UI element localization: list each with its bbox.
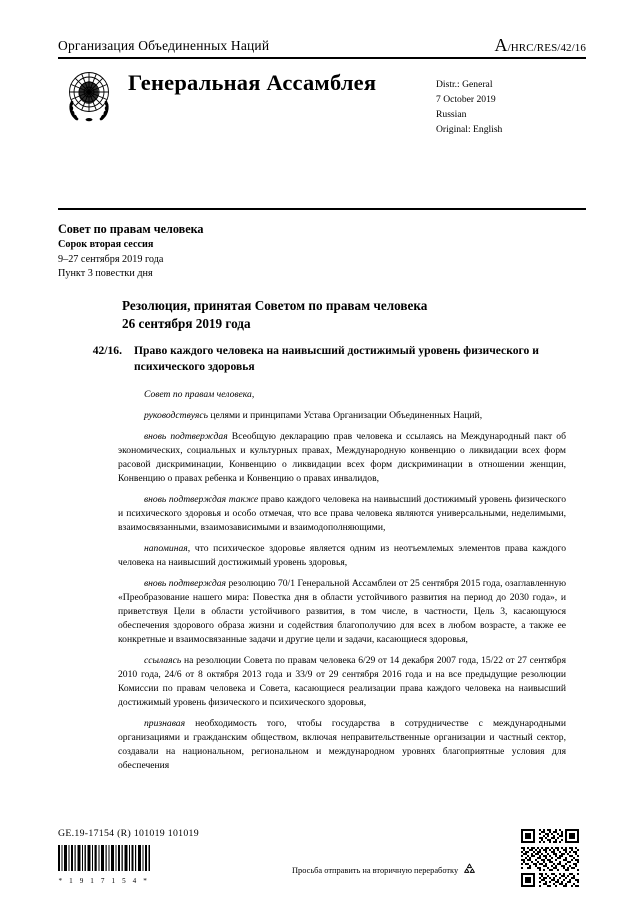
masthead-top-row xyxy=(58,36,586,57)
un-emblem-icon xyxy=(58,66,124,129)
resolution-number: 42/16. xyxy=(92,344,122,357)
session-block xyxy=(58,221,478,282)
preamble-paragraph-list xyxy=(118,409,566,773)
preamble-paragraph xyxy=(118,409,566,423)
preamble-paragraph-text: , что психическое здоровье является одним из неотъемлемых элементов права каждого человека на наивысший достижимый уровень здоровья, xyxy=(118,543,566,568)
preamble-paragraph-text: целями и принципами Устава Организации Объединенных Наций, xyxy=(207,410,483,421)
preamble-paragraph-lead: вновь подтверждая xyxy=(144,578,227,589)
document-symbol-prefix: A xyxy=(494,35,508,55)
preamble-opening xyxy=(118,388,566,402)
distribution-block xyxy=(436,66,586,137)
preamble-paragraph-lead: признавая xyxy=(144,718,186,729)
preamble-paragraph xyxy=(118,717,566,773)
preamble-paragraph-lead: напоминая xyxy=(144,543,188,554)
session-dates: 9–27 сентября 2019 года xyxy=(58,253,164,265)
resolution-title: Право каждого человека на наивысший достижимый уровень физического и психического здоровья xyxy=(134,344,539,374)
council-name: Совет по правам человека xyxy=(58,222,204,236)
resolution-heading-line-1: Резолюция, принятая Советом по правам человека xyxy=(122,298,428,313)
masthead xyxy=(58,36,586,138)
masthead-rule xyxy=(58,57,586,59)
preamble-paragraph xyxy=(118,542,566,570)
recycling-icon xyxy=(462,862,477,879)
distribution-type: Distr.: General xyxy=(436,79,493,91)
resolution-heading-line-2: 26 сентября 2019 года xyxy=(122,316,251,332)
preamble-paragraph-lead: руководствуясь xyxy=(144,410,208,421)
preamble-paragraph-text: необходимость того, чтобы государства в сотрудничестве с международными организациями и гражданским обществом, включая неправительственные организации и частный сектор, создавали на национальном, региональном и международном уровнях благоприятные условия для обеспечения xyxy=(118,718,566,771)
section-rule xyxy=(58,208,586,210)
preamble-paragraph xyxy=(118,493,566,535)
preamble-paragraph-lead: вновь подтверждая также xyxy=(144,494,259,505)
preamble-paragraph-text: Всеобщую декларацию прав человека и ссылаясь на Международный пакт об экономических, социальных и культурных правах, Международную конвенцию о ликвидации всех форм расовой дискриминации, Конвенцию о ликвидации всех форм дискриминации в отношении женщин, Конвенцию о правах ребенка и Конвенцию о правах инвалидов, xyxy=(118,431,566,484)
preamble-paragraph xyxy=(118,577,566,647)
agenda-item: Пункт 3 повестки дня xyxy=(58,268,153,280)
preamble-paragraph xyxy=(118,430,566,486)
recycle-note xyxy=(292,862,477,879)
document-symbol xyxy=(494,36,586,54)
preamble-paragraph-text: на резолюции Совета по правам человека 6/29 от 14 декабря 2007 года, 15/22 от 27 сентября 2010 года, 24/6 от 8 октября 2013 года и 33/9 от 29 сентября 2016 года и на все предыдущие резолюции Комиссии по правам человека и Совета, касающиеся реализации права каждого человека на наивысший достижимый уровень физического и психического здоровья, xyxy=(118,655,566,708)
preamble-paragraph-text: резолюцию 70/1 Генеральной Ассамблеи от 25 сентября 2015 года, озаглавленную «Преобразование нашего мира: Повестка дня в области устойчивого развития на период до 2030 года», и приветствуя Цели в области устойчивого развития, в том числе, в частности, Цель 3, касающуюся обеспечения здорового образа жизни и содействия благополучию для всех в любом возрасте, а также ее конкретные и взаимосвязанные задачи и другие цели и задачи, касающиеся здоровья, xyxy=(118,578,566,645)
preamble-opening-text: Совет по правам человека, xyxy=(144,389,255,400)
assembly-title: Генеральная Ассамблея xyxy=(128,70,377,96)
distribution-original: Original: English xyxy=(436,123,503,135)
session-number: Сорок вторая сессия xyxy=(58,239,154,251)
preamble-body xyxy=(118,388,566,780)
document-symbol-suffix: /HRC/RES/42/16 xyxy=(507,42,586,54)
resolution-item xyxy=(58,343,563,376)
preamble-paragraph xyxy=(118,654,566,710)
barcode-icon xyxy=(58,845,150,885)
barcode-digits: * 1 9 1 7 1 5 4 * xyxy=(58,877,150,885)
preamble-paragraph-lead: ссылаясь xyxy=(144,655,182,666)
recycle-note-text: Просьба отправить на вторичную переработку xyxy=(292,866,459,875)
document-code: GE.19-17154 (R) 101019 101019 xyxy=(58,828,199,839)
preamble-paragraph-text: право каждого человека на наивысший достижимый уровень физического и психического здоровья и особо отмечая, что все права человека являются универсальными, неделимыми, взаимосвязанными, взаимозависимыми и взаимодополняющими, xyxy=(118,494,567,533)
organization-name: Организация Объединенных Наций xyxy=(58,38,270,54)
resolution-heading xyxy=(122,297,562,333)
qr-code-icon xyxy=(519,827,581,894)
masthead-body-row xyxy=(58,66,586,137)
distribution-language: Russian xyxy=(436,108,467,120)
preamble-paragraph-lead: вновь подтверждая xyxy=(144,431,228,442)
distribution-date: 7 October 2019 xyxy=(436,93,496,105)
